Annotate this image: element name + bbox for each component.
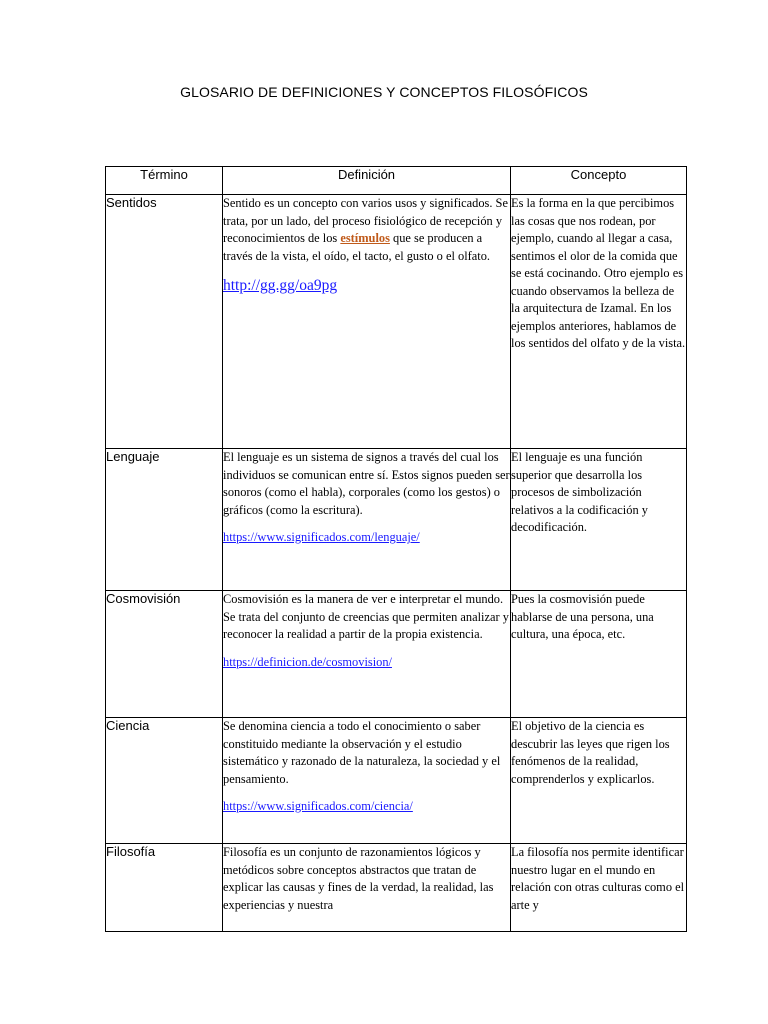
concept-text: Es la forma en la que percibimos las cosas que nos rodean, por ejemplo, cuando al llegar a casa, sentimos el olor de la comida que se está cocinando. Otro ejemplo es cuando observamos la belleza de la arquitectura de Izamal. En los ejemplos anteriores, hablamos de los sentidos del olfato y de la vista. bbox=[511, 196, 686, 350]
definition-cell bbox=[223, 718, 511, 844]
concept-cell bbox=[511, 844, 687, 932]
concept-cell bbox=[511, 718, 687, 844]
definition-text: El lenguaje es un sistema de signos a través del cual los individuos se comunican entre sí. Estos signos pueden ser sonoros (como el habla), corporales (como los gestos) o gráficos (como la escritura). bbox=[223, 450, 510, 517]
source-link[interactable]: https://www.significados.com/lenguaje/ bbox=[223, 530, 420, 544]
concept-text: La filosofía nos permite identificar nuestro lugar en el mundo en relación con otras culturas como el arte y bbox=[511, 845, 685, 912]
table-header-row bbox=[106, 167, 687, 195]
definition-cell bbox=[223, 195, 511, 449]
definition-text: Filosofía es un conjunto de razonamientos lógicos y metódicos sobre conceptos abstractos que tratan de explicar las causas y fines de la verdad, la realidad, las experiencias y nuestra bbox=[223, 845, 494, 912]
term-cell: Cosmovisión bbox=[106, 591, 223, 718]
definition-cell bbox=[223, 449, 511, 591]
table-row bbox=[106, 591, 687, 718]
concept-text: Pues la cosmovisión puede hablarse de una persona, una cultura, una época, etc. bbox=[511, 592, 654, 641]
table-row bbox=[106, 844, 687, 932]
definition-cell bbox=[223, 591, 511, 718]
term-cell: Ciencia bbox=[106, 718, 223, 844]
definition-text-end: que se producen a través de la vista, el oído, el tacto, el gusto o el olfato. bbox=[223, 231, 491, 263]
term-cell: Lenguaje bbox=[106, 449, 223, 591]
concept-text: El objetivo de la ciencia es descubrir las leyes que rigen los fenómenos de la realidad, comprenderlos y explicarlos. bbox=[511, 719, 670, 786]
table-row bbox=[106, 449, 687, 591]
concept-cell bbox=[511, 449, 687, 591]
glossary-table bbox=[105, 166, 687, 932]
concept-text: El lenguaje es una función superior que desarrolla los procesos de simbolización relativos a la codificación y decodificación. bbox=[511, 450, 648, 534]
definition-text: Cosmovisión es la manera de ver e interpretar el mundo. Se trata del conjunto de creencias que permiten analizar y reconocer la realidad a partir de la propia existencia. bbox=[223, 592, 509, 641]
header-definition: Definición bbox=[223, 167, 511, 195]
definition-text bbox=[223, 195, 510, 265]
source-link[interactable]: http://gg.gg/oa9pg bbox=[223, 277, 338, 294]
header-concept: Concepto bbox=[511, 167, 687, 195]
concept-cell bbox=[511, 195, 687, 449]
term-cell: Filosofía bbox=[106, 844, 223, 932]
table-row bbox=[106, 718, 687, 844]
definition-cell bbox=[223, 844, 511, 932]
table-row bbox=[106, 195, 687, 449]
source-link[interactable]: https://www.significados.com/ciencia/ bbox=[223, 799, 413, 813]
term-cell: Sentidos bbox=[106, 195, 223, 449]
definition-text: Se denomina ciencia a todo el conocimiento o saber constituido mediante la observación y el estudio sistemático y razonado de la naturaleza, la sociedad y el pensamiento. bbox=[223, 719, 501, 786]
document-title: GLOSARIO DE DEFINICIONES Y CONCEPTOS FILOSÓFICOS bbox=[180, 84, 588, 100]
definition-text-start: Sentido es un concepto con varios usos y significados. Se trata, por un lado, del proceso fisiológico de recepción y reconocimientos de los bbox=[223, 196, 508, 245]
concept-cell bbox=[511, 591, 687, 718]
header-term: Término bbox=[106, 167, 223, 195]
source-link[interactable]: https://definicion.de/cosmovision/ bbox=[223, 654, 392, 669]
estimulos-link[interactable]: estímulos bbox=[340, 231, 390, 245]
